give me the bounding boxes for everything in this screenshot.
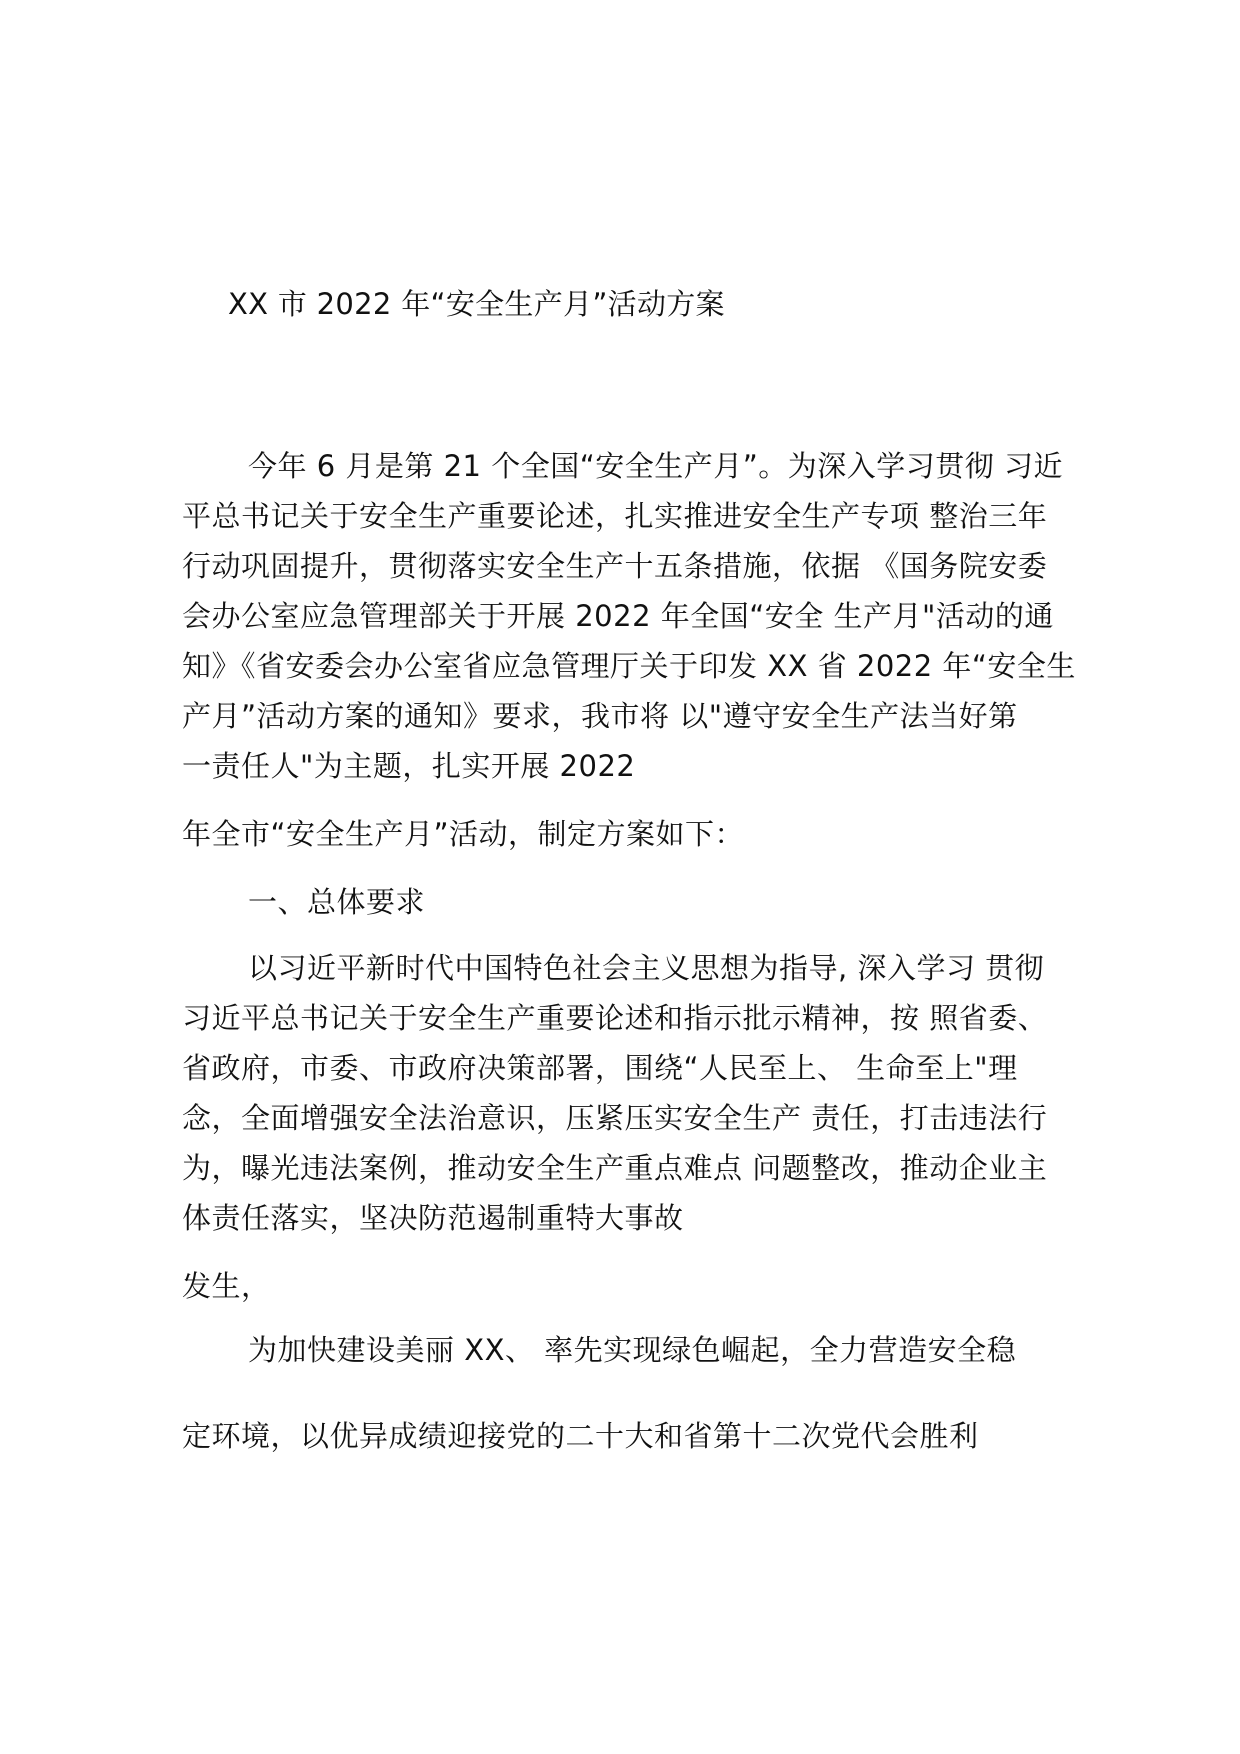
paragraph1-line-4: 会办公室应急管理部关于开展 2022 年全国“安全 生产月"活动的通 — [182, 599, 1054, 633]
paragraph3-line-1: 为加快建设美丽 XX、 率先实现绿色崛起，全力营造安全稳 — [248, 1333, 1017, 1367]
paragraph2-line-3: 省政府，市委、市政府决策部署，围绕“人民至上、 生命至上"理 — [182, 1051, 1018, 1085]
paragraph2-line-4: 念，全面增强安全法治意识，压紧压实安全生产 责任，打击违法行 — [182, 1101, 1048, 1135]
paragraph1-line-2: 平总书记关于安全生产重要论述，扎实推进安全生产专项 整治三年 — [182, 499, 1048, 533]
paragraph1-line-5: 知》《省安委会办公室省应急管理厅关于印发 XX 省 2022 年“安全生 — [182, 649, 1076, 683]
paragraph2-line-5: 为，曝光违法案例，推动安全生产重点难点 问题整改，推动企业主 — [182, 1151, 1048, 1185]
paragraph2-line-1: 以习近平新时代中国特色社会主义思想为指导, 深入学习 贯彻 — [248, 951, 1045, 985]
paragraph1-line-7: 一责任人"为主题，扎实开展 2022 — [182, 749, 636, 783]
paragraph1-line-3: 行动巩固提升，贯彻落实安全生产十五条措施，依据 《国务院安委 — [182, 549, 1048, 583]
paragraph1-line-6: 产月”活动方案的通知》要求，我市将 以"遵守安全生产法当好第 — [182, 699, 1018, 733]
paragraph1-tail: 年全市“安全生产月”活动，制定方案如下： — [182, 817, 745, 851]
paragraph2-line-2: 习近平总书记关于安全生产重要论述和指示批示精神，按 照省委、 — [182, 1001, 1048, 1035]
document-title: XX 市 2022 年“安全生产月”活动方案 — [228, 287, 725, 321]
paragraph2-tail: 发生， — [182, 1269, 271, 1303]
paragraph2-line-6: 体责任落实，坚决防范遏制重特大事故 — [182, 1201, 684, 1235]
paragraph1-line-1: 今年 6 月是第 21 个全国“安全生产月”。为深入学习贯彻 习近 — [248, 449, 1063, 483]
section1-heading: 一、总体要求 — [248, 885, 426, 919]
paragraph3-line-2: 定环境，以优异成绩迎接党的二十大和省第十二次党代会胜利 — [182, 1419, 979, 1453]
